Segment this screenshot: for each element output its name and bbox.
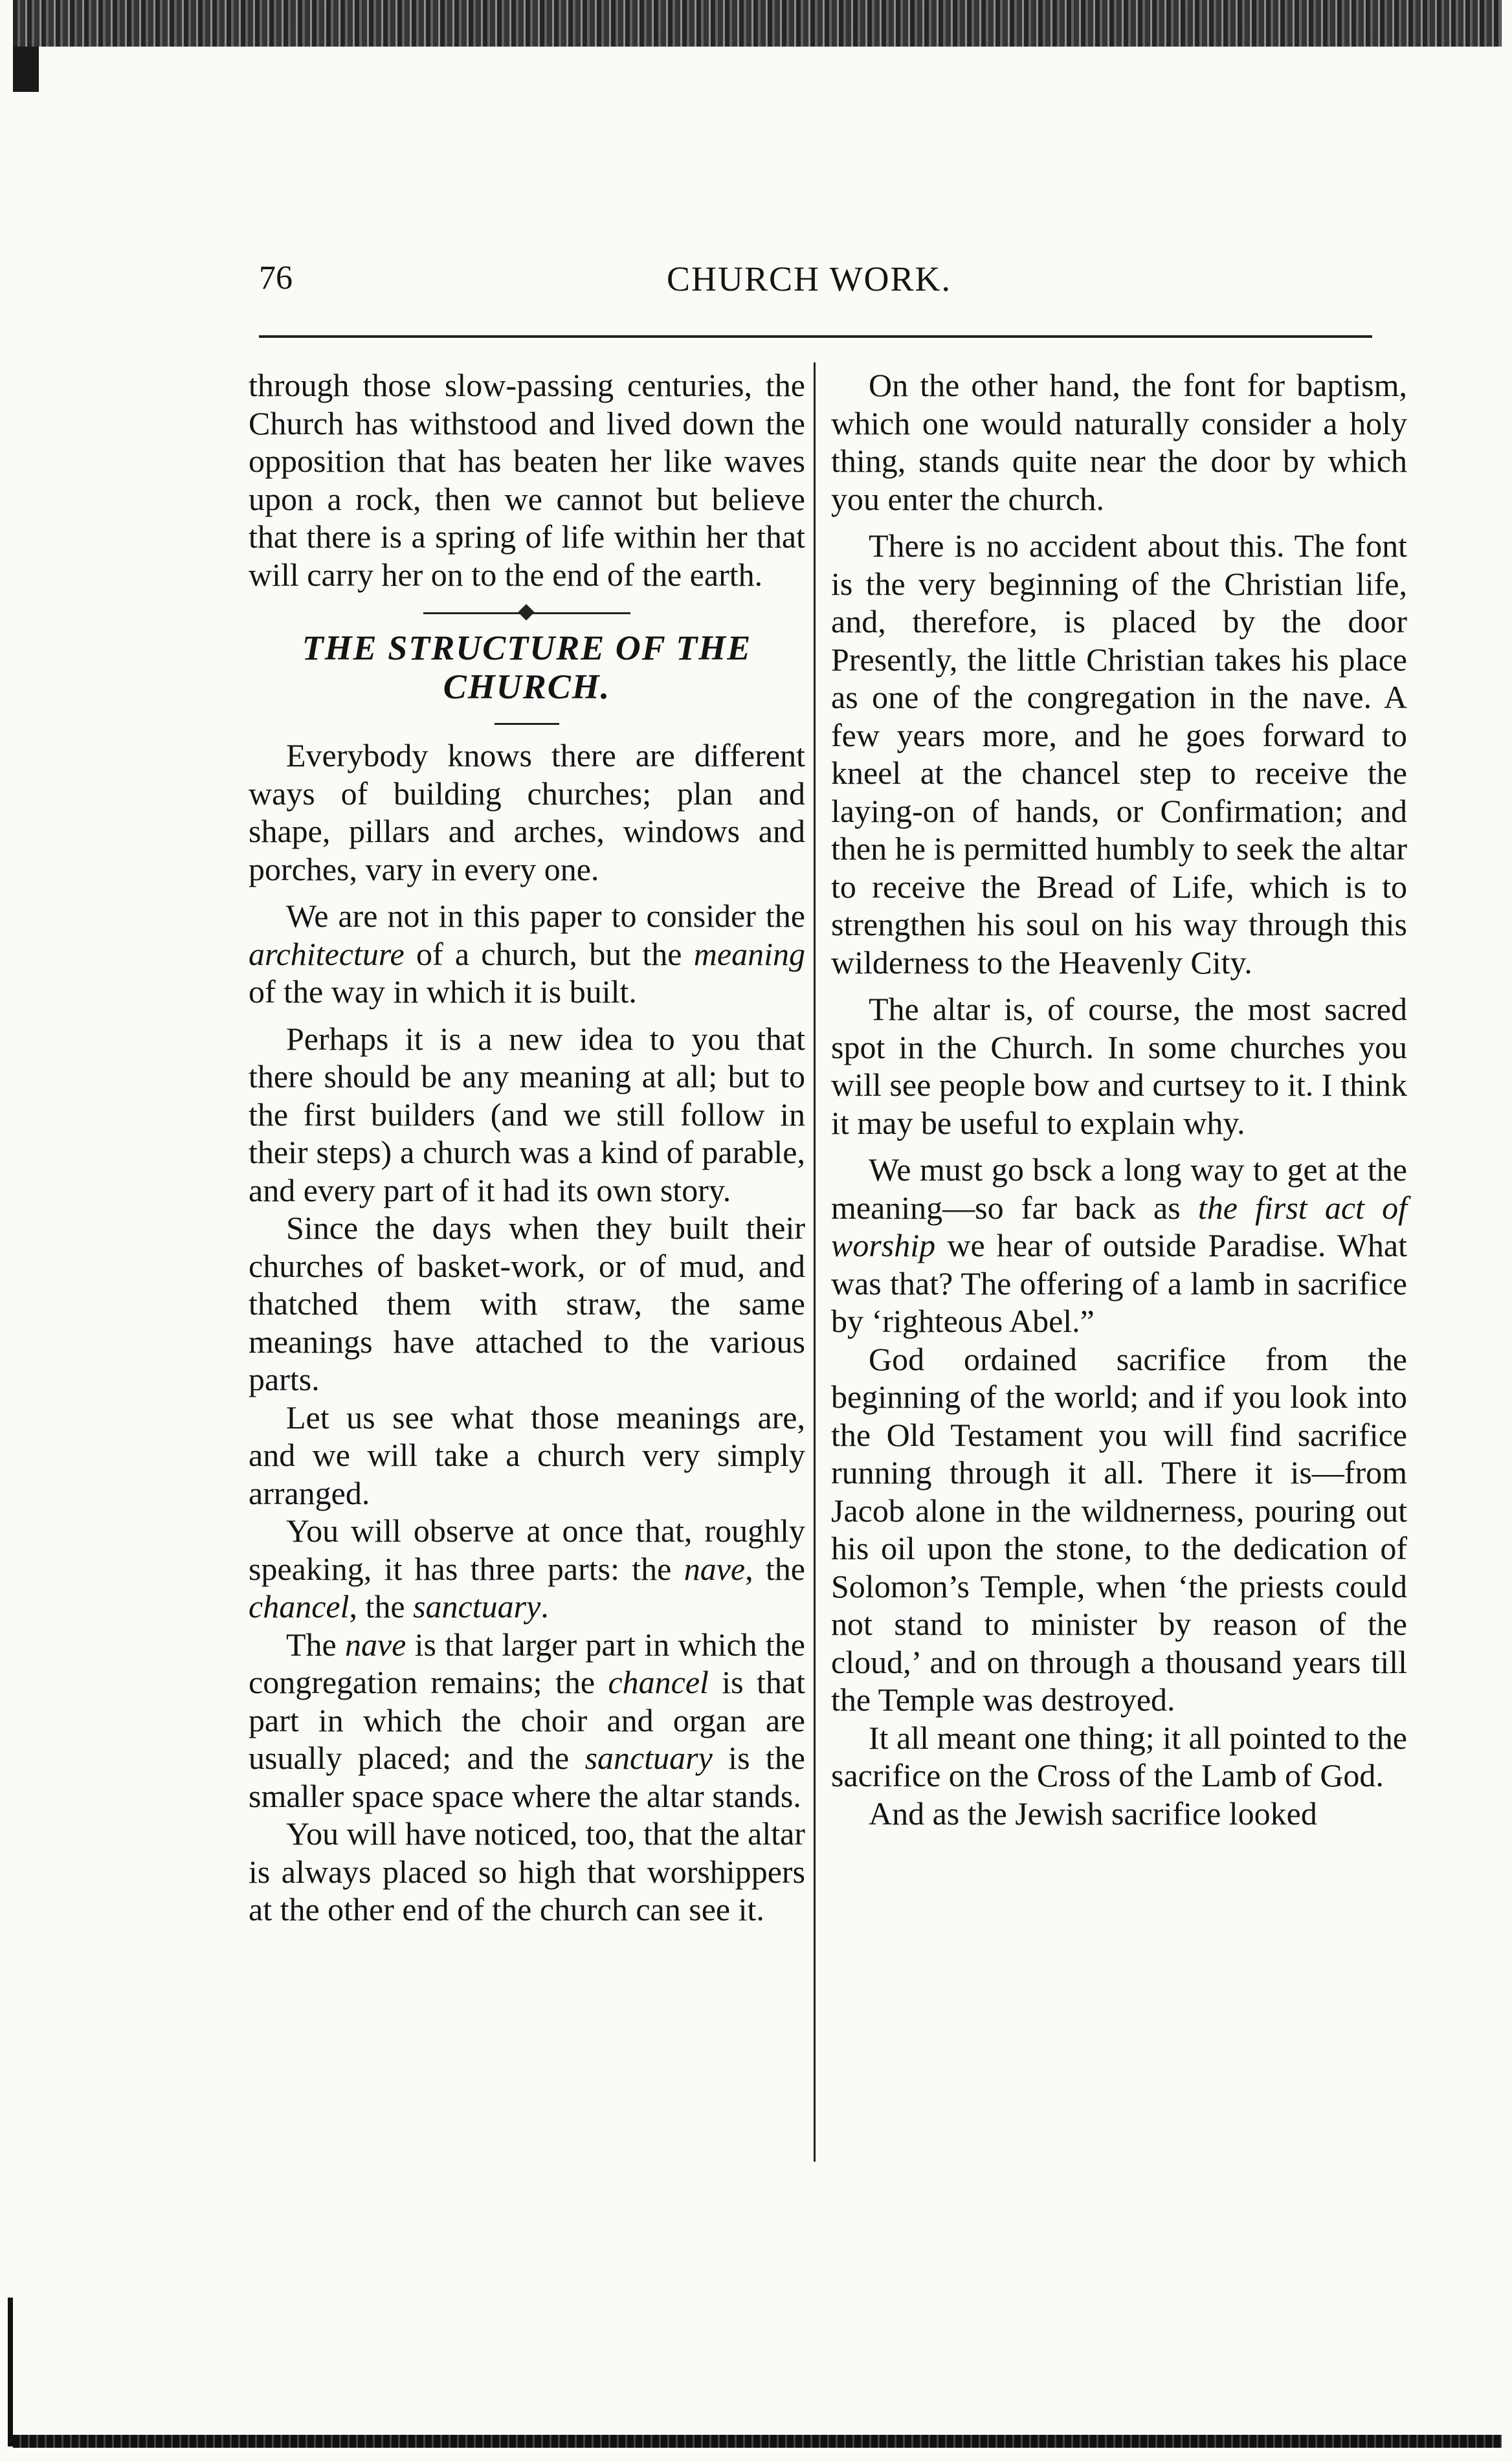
paragraph: Let us see what those meanings are, and we will take a church very simply arranged. [249,1399,805,1511]
emphasis: sanctuary [413,1588,541,1625]
paragraph: Perhaps it is a new idea to you that there should be any meaning at all; but to the first builders (and we still follow in their steps) a church was a kind of parable, and every part of it had its own story. [249,1020,805,1208]
section-title: THE STRUCTURE OF THE CHURCH. [302,628,752,706]
emphasis: architecture [249,935,405,972]
page-number: 76 [259,260,293,296]
paragraph: through those slow-passing centuries, the Church has withstood and lived down the opposition that has beaten her like waves upon a rock, then we cannot but believe that there is a spring of life within her that will carry her on to the end of the earth. [249,367,805,593]
emphasis: chancel [249,1588,350,1625]
right-column [831,366,1407,1832]
paragraph: You will observe at once that, roughly speaking, it has three parts: the nave, the chancel, the sanctuary. [249,1513,805,1625]
paragraph: And as the Jewish sacrifice looked [869,1795,1317,1832]
paragraph: We are not in this paper to consider the architecture of a church, but the meaning of the way in which it is built. [249,898,805,1010]
ornament-divider [423,600,630,626]
paragraph: You will have noticed, too, that the altar is always placed so high that worshippers at the other end of the church can see it. [249,1815,805,1927]
running-head: CHURCH WORK. [667,260,952,298]
paragraph: The altar is, of course, the most sacred spot in the Church. In some churches you will see people bow and curtsey to it. I think it may be useful to explain why. [831,991,1407,1141]
paragraph: God ordained sacrifice from the beginning of the world; and if you look into the Old Testament you will find sacrifice running through it all. There it is—from Jacob alone in the wildnerness, pouring out his oil upon the stone, to the dedication of Solomon’s Temple, when ‘the priests could not stand to minister by reason of the cloud,’ and on through a thousand years till the Temple was destroyed. [831,1340,1407,1718]
paragraph: On the other hand, the font for baptism, which one would naturally consider a holy thing, stands quite near the door by which you enter the church. [831,367,1407,517]
paragraph: The nave is that larger part in which the congregation remains; the chancel is that part in which the choir and organ are usually placed; and the sanctuary is the smaller space space where the altar stands. [249,1626,806,1814]
paragraph: Everybody knows there are different ways of building churches; plan and shape, pillars and arches, windows and porches, vary in every one. [249,737,805,887]
emphasis: the first act of worship [831,1189,1408,1263]
paragraph: It all meant one thing; it all pointed to the sacrifice on the Cross of the Lamb of God. [831,1719,1407,1793]
column-divider [814,362,816,2162]
page-header [259,259,1372,311]
emphasis: nave [344,1626,406,1663]
short-rule [495,723,559,725]
scan-top-border [13,0,1502,47]
scan-bottom-border [13,2435,1502,2448]
scan-bottom-left-mark [8,2298,13,2446]
scan-top-left-mark [13,47,39,92]
emphasis: sanctuary [584,1740,713,1776]
emphasis: chancel [608,1664,709,1700]
emphasis: nave [684,1550,746,1587]
diamond-ornament-icon [518,604,534,620]
paragraph: Since the days when they built their churches of basket-work, or of mud, and thatched them with straw, the same meanings have attached to the various parts. [249,1210,805,1397]
paragraph: We must go bsck a long way to get at the meaning—so far back as the first act of worship we hear of outside Paradise. What was that? The offering of a lamb in sacrifice by ‘righteous Abel.” [831,1151,1408,1339]
paragraph: There is no accident about this. The font is the very beginning of the Christian life, and, therefore, is placed by the door Presently, the little Christian takes his place as one of the congregation in the nave. A few years more, and he goes forward to kneel at the chancel step to receive the laying-on of hands, or Confirmation; and then he is permitted humbly to seek the altar to receive the Bread of Life, which is to strengthen his soul on his way through this wilderness to the Heavenly City. [831,527,1407,981]
left-column [249,366,805,1929]
emphasis: meaning [693,935,805,972]
header-rule [259,335,1372,338]
